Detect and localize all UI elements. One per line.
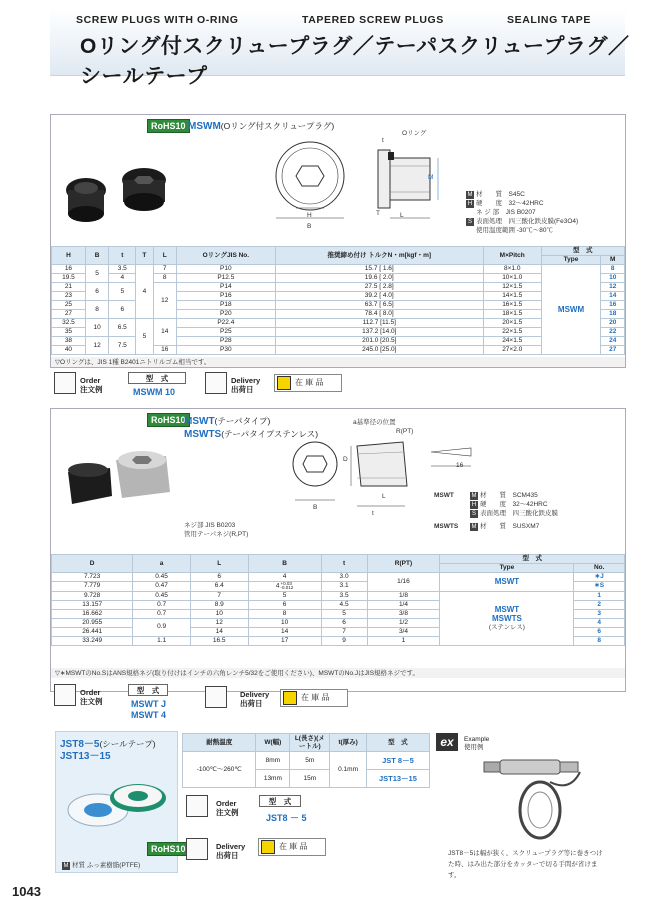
order-head: 型 式 (259, 795, 301, 807)
order-example: JST8 － 5 (266, 813, 307, 823)
page-number: 1043 (12, 884, 41, 899)
stock-badge: 在 庫 品 (258, 838, 326, 856)
table-mswt: D a L B t R(PT) 型 式 Type No. 7.723 0.45 6 4 3.0 1/16 MSWT ∗J 7.779 0.47 6.4 4+0.03 -0.012 3.1 ∗S 9.728 0.45 7 5 3.5 1/8 MSWT MSWTS (ステンレス) 1 13.157 0.7 8.9 6 4.5 1/4 2 16.662 0.7 10 8 5 3/8 3 20.955 0.9 12 10 6 1/2 4 26.441 14 14 7 3/4 6 33.249 1.1 16.5 17 9 1 8 (51, 554, 625, 646)
dim-M: M (428, 174, 434, 181)
dim-H: H (307, 212, 312, 219)
product-photo-mswt (60, 446, 178, 516)
dim-L: L (382, 493, 386, 500)
order-example: MSWM 10 (133, 387, 176, 397)
stock-badge: 在 庫 品 (274, 374, 342, 392)
box-icon (283, 691, 297, 705)
delivery-label: Delivery 出荷日 (240, 690, 270, 708)
usage-illustration (480, 752, 600, 842)
product-photo-tape (60, 774, 172, 834)
category-oring: SCREW PLUGS WITH O-RING (76, 14, 239, 26)
diagram-mswm (260, 128, 450, 238)
dim-B: B (307, 223, 312, 230)
thread-spec2: 管用テーパネジ(R,PT) (184, 531, 249, 538)
model-sub: (Oリング付スクリュープラグ) (220, 121, 335, 131)
dim-t: t (382, 137, 384, 144)
dim-D: D (343, 456, 348, 463)
example-text: JST8－5は幅が狭く、スクリュープラグ等に巻きつけた時、はみ出た部分をカッターで切る手間が省けます。 (448, 850, 603, 879)
spec-mswt: MSWT M 材 質 SCM435 H 硬 度 32～42HRC S 表面処理 四三酸化鉄皮膜 MSWTS M 材 質 SUSXM7 (434, 492, 558, 530)
dim-t: t (372, 510, 374, 517)
model-jst: JST8－5(シールテープ) JST13－15 (60, 739, 156, 762)
rohs-badge: RoHS10 (147, 842, 190, 856)
dim-16: 16 (456, 462, 464, 469)
box-icon (277, 376, 291, 390)
table-mswm: H B t T L OリングJIS No. 推奨締め付け トルクN・m[kgf・m] M×Pitch 型 式 Type M 16 5 3.5 4 7 P10 15.7 [ 1.6] 8×1.0 MSWM 8 19.5 4 8 P12.5 19.6 [ 2.0] 10×1.0 10 21 6 5 12 P14 27.5 [ 2.8] 12×1.5 12 23 P16 39.2 [ 4.0] 14×1.5 14 25 8 6 P18 63.7 [ 6.5] 16×1.5 16 27 P20 78.4 [ 8.0] 18×1.5 18 32.5 10 6.5 5 14 P22.4 112.7 [11.5] 20×1.5 20 35 P25 137.2 [14.0] 22×1.5 22 38 12 7.5 P28 201.0 [20.5] 24×1.5 24 40 16 P30 245.0 [25.0] 27×2.0 27 (51, 246, 625, 355)
page-title: Oリング付スクリュープラグ／テーパスクリュープラグ／シールテープ (80, 35, 630, 88)
delivery-icon (205, 372, 227, 394)
delivery-icon (186, 838, 208, 860)
category-tape: SEALING TAPE (507, 14, 592, 26)
dim-T: T (376, 210, 380, 217)
order-label: Order 注文例 (216, 799, 239, 817)
example-badge: ex (436, 733, 458, 751)
note-mswm: ▽Oリングは、JIS 1種 B2401ニトリルゴム相当です。 (51, 357, 625, 367)
order-icon (54, 372, 76, 394)
example-label: Example 使用例 (464, 736, 490, 751)
rpt-label: R(PT) (396, 428, 414, 435)
thread-spec1: ネジ部 JIS B0203 (184, 522, 236, 529)
delivery-label: Delivery 出荷日 (216, 842, 246, 860)
delivery-icon (205, 686, 227, 708)
note-mswt: ▽∗MSWTのNo.SはANS規格ネジ(取り付けはインチの六角レンチ5/32をご使用ください)、MSWTのNo.JはJIS規格ネジです。 (51, 668, 625, 678)
dim-L: L (400, 212, 404, 219)
spec-mswm: M 材 質 S45C H 硬 度 32～42HRC ネ ジ 部 JIS B0207 S 表面処理 四三酸化鉄皮膜(Fe3O4) 使用温度範囲 -30℃～80℃ (467, 191, 579, 234)
order-examples: MSWT J MSWT 4 (131, 699, 166, 720)
delivery-label: Delivery 出荷日 (231, 376, 261, 394)
model-name: MSWM (188, 121, 221, 132)
model-mswt: MSWT(テーパタイプ) MSWTS(テーパタイプステンレス) (184, 416, 319, 440)
order-label: Order 注文例 (80, 376, 103, 394)
material-jst: M 材質 ふっ素樹脂(PTFE) (63, 862, 141, 869)
box-icon (261, 840, 275, 854)
ref-position: a基準径の位置 (353, 419, 396, 426)
product-photo-mswm (56, 140, 174, 240)
order-head: 型 式 (128, 684, 168, 696)
tolerance-cell: 4+0.03 -0.012 (248, 582, 321, 592)
category-tapered: TAPERED SCREW PLUGS (302, 14, 444, 26)
table-jst: 耐熱温度 W(幅) L(長さ)(メートル) t(厚み) 型 式 -100℃～260℃ 8mm 5m 0.1mm JST 8－5 13mm 15m JST13－15 (182, 733, 430, 788)
order-head: 型 式 (128, 372, 186, 384)
rohs-badge: RoHS10 (147, 119, 190, 133)
oring-callout: Oリング (402, 130, 427, 137)
order-label: Order 注文例 (80, 688, 103, 706)
stock-badge: 在 庫 品 (280, 689, 348, 707)
order-icon (186, 795, 208, 817)
order-icon (54, 684, 76, 706)
rohs-badge: RoHS10 (147, 413, 190, 427)
dim-B: B (313, 504, 318, 511)
